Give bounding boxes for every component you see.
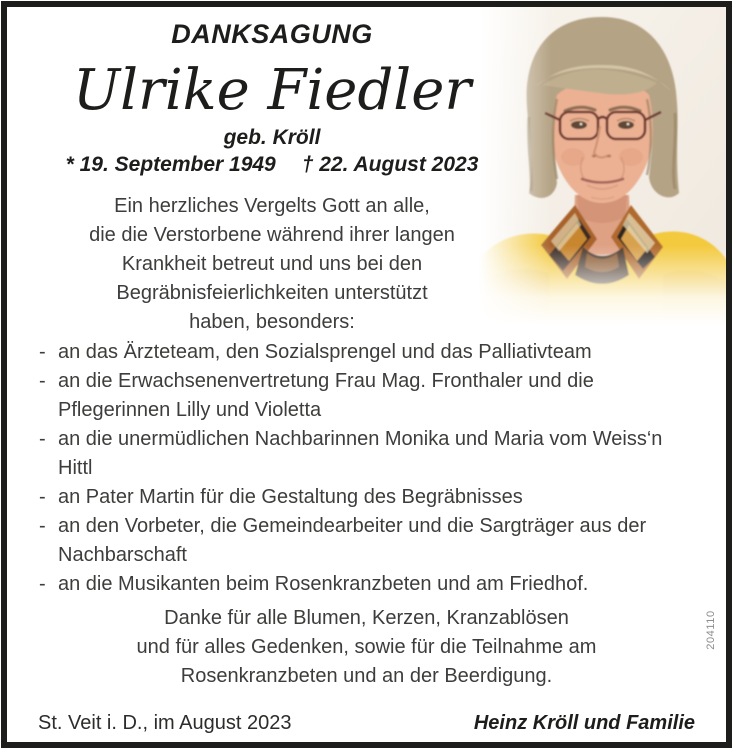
thanks-list (39, 338, 671, 599)
closing-line: Rosenkranzbeten und an der Beerdigung. (180, 665, 553, 687)
reference-number: 204110 (705, 610, 717, 650)
intro-line: Krankheit betreut und uns bei den (121, 253, 423, 275)
page-title: DANKSAGUNG (171, 19, 373, 49)
bullet-dash: - (39, 515, 46, 537)
footer-row (38, 712, 695, 735)
deceased-name: Ulrike Fiedler (72, 58, 472, 123)
closing-paragraph (7, 604, 726, 691)
intro-line: Ein herzliches Vergelts Gott an alle, (114, 195, 430, 217)
bullet-dash: - (39, 428, 46, 450)
death-date: † 22. August 2023 (301, 153, 479, 176)
intro-line: haben, besonders: (189, 311, 355, 333)
list-item-text: an die Erwachsenenvertretung Frau Mag. Fronthaler und die Pflegerinnen Lilly und Violetta (58, 370, 594, 421)
place-and-date: St. Veit i. D., im August 2023 (38, 712, 292, 734)
intro-line: die die Verstorbene während ihrer langen (89, 224, 455, 246)
header-block (17, 13, 527, 337)
list-item-text: an das Ärzteteam, den Sozialsprengel und das Palliativteam (58, 341, 592, 363)
list-item (39, 512, 671, 570)
list-item (39, 367, 671, 425)
life-dates (17, 153, 527, 177)
list-item-text: an die unermüdlichen Nachbarinnen Monika und Maria vom Weiss‘n Hittl (58, 428, 663, 479)
bullet-dash: - (39, 486, 46, 508)
list-item-text: an den Vorbeter, die Gemeindearbeiter und die Sargträger aus der Nachbarschaft (58, 515, 647, 566)
closing-line: Danke für alle Blumen, Kerzen, Kranzablösen (164, 607, 569, 629)
list-item (39, 483, 671, 512)
list-item (39, 338, 671, 367)
bullet-dash: - (39, 341, 46, 363)
intro-line: Begräbnisfeierlichkeiten unterstützt (116, 282, 428, 304)
bullet-dash: - (39, 573, 46, 595)
intro-paragraph (17, 192, 527, 337)
bullet-dash: - (39, 370, 46, 392)
list-item (39, 425, 671, 483)
maiden-name: geb. Kröll (223, 126, 321, 149)
list-item-text: an die Musikanten beim Rosenkranzbeten und am Friedhof. (58, 573, 589, 595)
list-item (39, 570, 671, 599)
list-item-text: an Pater Martin für die Gestaltung des Begräbnisses (58, 486, 523, 508)
birth-date: * 19. September 1949 (65, 153, 276, 176)
family-signature: Heinz Kröll und Familie (473, 712, 695, 734)
closing-line: und für alles Gedenken, sowie für die Teilnahme am (136, 636, 597, 658)
obituary-card (1, 1, 732, 748)
